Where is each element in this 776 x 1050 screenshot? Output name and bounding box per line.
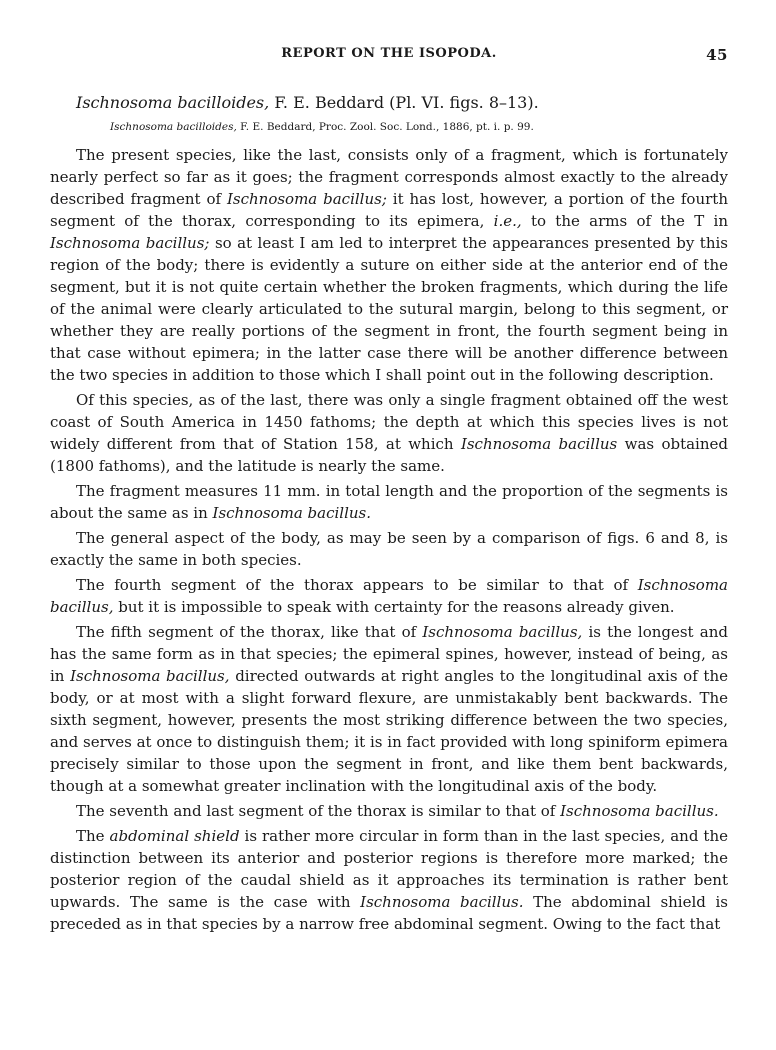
paragraph [50, 527, 728, 571]
text-run: it has lost, however, a portion of the fourth segment of the thorax, corresponding to its epimera, [50, 190, 728, 230]
italic-text: Ischnosoma bacillus, [50, 576, 728, 616]
species-author-ref: F. E. Beddard (Pl. VI. figs. 8–13). [269, 93, 539, 112]
text-run: The seventh and last segment of the thorax is similar to that of [76, 802, 561, 820]
text-run: The fifth segment of the thorax, like that of [76, 623, 423, 641]
text-run: The present species, like the last, consists only of a fragment, which is fortunately nearly perfect so far as it goes; the fragment corresponds almost exactly to the already described fragment of [50, 146, 728, 208]
italic-text: Ischnosoma bacillus, [422, 623, 583, 641]
body-text [50, 144, 728, 935]
italic-text: Ischnosoma bacillus; [50, 234, 210, 252]
paragraph [50, 621, 728, 797]
paragraph [50, 480, 728, 524]
italic-text: Ischnosoma bacillus. [212, 504, 372, 522]
page [50, 46, 728, 935]
text-run: The fourth segment of the thorax appears to be similar to that of [76, 576, 638, 594]
text-run: was obtained (1800 fathoms), and the latitude is nearly the same. [50, 435, 728, 475]
text-run: but it is impossible to speak with certainty for the reasons already given. [113, 598, 675, 616]
text-run: The abdominal shield is preceded as in that species by a narrow free abdominal segment. Owing to the fact that [50, 893, 728, 933]
text-run: to the arms of the T in [521, 212, 728, 230]
running-title: REPORT ON THE ISOPODA. [281, 46, 497, 61]
paragraph [50, 800, 728, 822]
text-run: is the longest and has the same form as in that species; the epimeral spines, however, instead of being, as in [50, 623, 728, 685]
text-run: Of this species, as of the last, there was only a single fragment obtained off the west coast of South America in 1450 fathoms; the depth at which this species lives is not widely different from that of Station 158, at which [50, 391, 728, 453]
paragraph [50, 144, 728, 386]
species-name: Ischnosoma bacilloides, [76, 93, 270, 112]
italic-text: Ischnosoma bacillus [460, 435, 618, 453]
italic-text: abdominal shield [109, 827, 240, 845]
paragraph [50, 389, 728, 477]
running-head [50, 46, 728, 68]
synonymy-reference: F. E. Beddard, Proc. Zool. Soc. Lond., 1886, pt. i. p. 99. [236, 121, 534, 133]
text-run: directed outwards at right angles to the longitudinal axis of the body, or at most with a slight forward flexure, are unmistakably bent backwards. The sixth segment, however, presents the most striking difference between the two species, and serves at once to distinguish them; it is in fact provided with long spiniform epimera precisely similar to those upon the segment in front, and like them bent backwards, though at a somewhat greater inclination with the longitudinal axis of the body. [50, 667, 728, 795]
text-run: is rather more circular in form than in the last species, and the distinction between its anterior and posterior regions is therefore more marked; the posterior region of the caudal shield as it approaches its termination is rather bent upwards. The same is the case with [50, 827, 728, 911]
italic-text: Ischnosoma bacillus, [70, 667, 230, 685]
italic-text: Ischnosoma bacillus; [226, 190, 387, 208]
text-run: The [76, 827, 110, 845]
text-run: The general aspect of the body, as may be seen by a comparison of figs. 6 and 8, is exactly the same in both species. [50, 529, 728, 569]
species-heading [76, 92, 728, 114]
text-run: The fragment measures 11 mm. in total length and the proportion of the segments is about the same as in [50, 482, 728, 522]
italic-text: Ischnosoma bacillus. [560, 802, 719, 820]
italic-text: i.e., [493, 212, 522, 230]
synonymy-name: Ischnosoma bacilloides, [110, 121, 237, 133]
italic-text: Ischnosoma bacillus. [360, 893, 524, 911]
page-number: 45 [706, 46, 728, 64]
paragraph [50, 574, 728, 618]
text-run: so at least I am led to interpret the appearances presented by this region of the body; there is evidently a suture on either side at the anterior end of the segment, but it is not quite certain whether the broken fragments, which during the life of the animal were clearly articulated to the sutural margin, belong to this segment, or whether they are really portions of the segment in front, the fourth segment being in that case without epimera; in the latter case there will be another difference between the two species in addition to those which I shall point out in the following description. [50, 234, 728, 384]
synonymy-citation [110, 120, 728, 134]
paragraph [50, 825, 728, 935]
